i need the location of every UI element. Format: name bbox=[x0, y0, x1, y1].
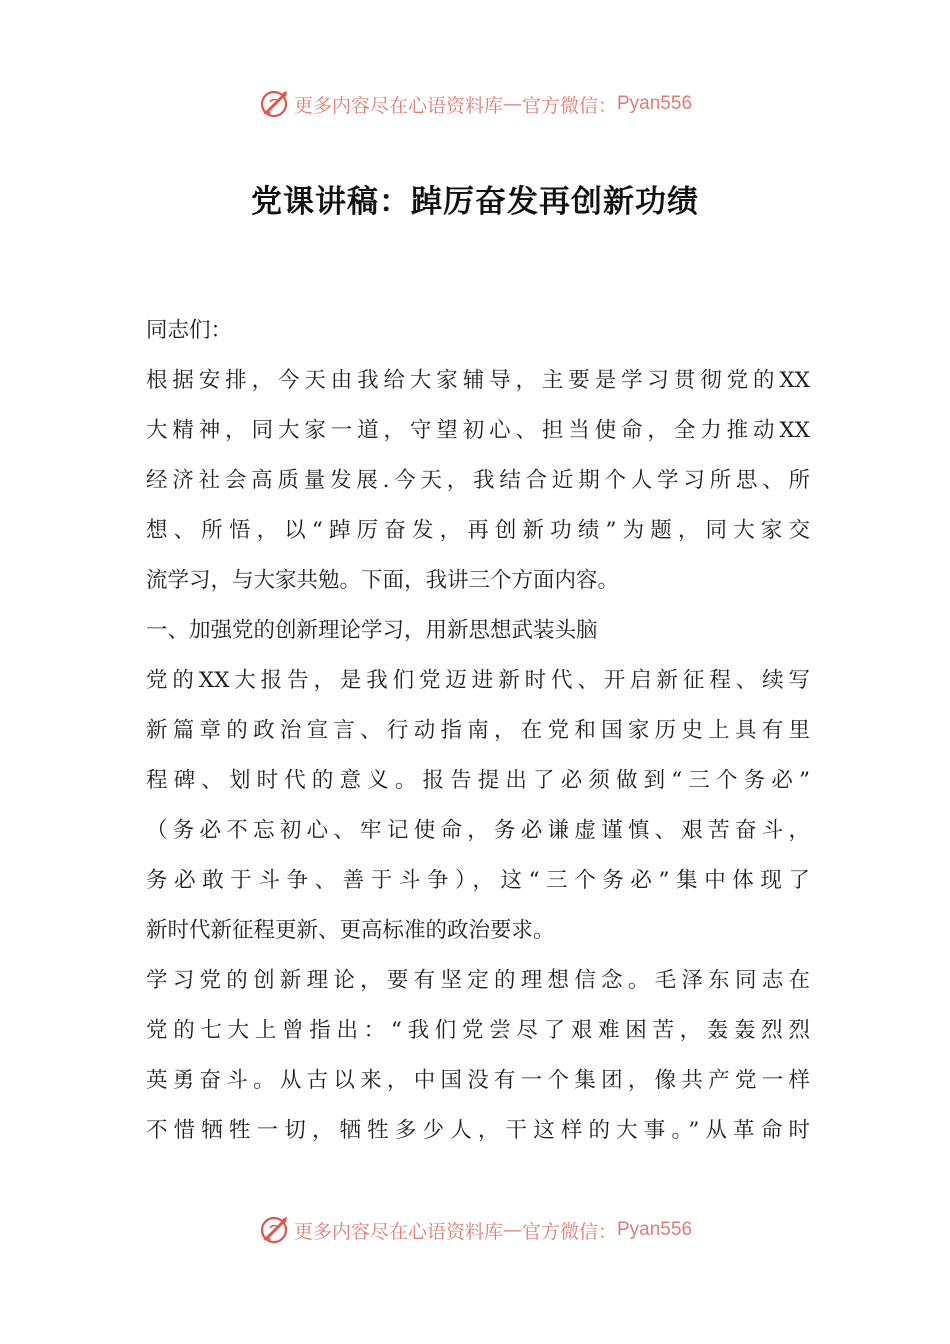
text-line: （务必不忘初心、牢记使命，务必谦虚谨慎、艰苦奋斗， bbox=[146, 818, 810, 843]
text-line: 大精神，同大家一道，守望初心、担当使命，全力推动XX bbox=[146, 418, 810, 443]
text-line: 务必敢于斗争、善于斗争），这“三个务必”集中体现了 bbox=[146, 868, 810, 893]
text-line: 同志们： bbox=[146, 318, 233, 343]
text-line: 新篇章的政治宣言、行动指南，在党和国家历史上具有里 bbox=[146, 718, 810, 743]
text-line: 党的XX大报告，是我们党迈进新时代、开启新征程、续写 bbox=[146, 668, 810, 693]
text-line: 不惜牺牲一切，牺牲多少人，干这样的大事。”从革命时 bbox=[146, 1118, 810, 1143]
text-line: 经济社会高质量发展.今天，我结合近期个人学习所思、所 bbox=[146, 468, 810, 493]
text-line: 程碑、划时代的意义。报告提出了必须做到“三个务必” bbox=[146, 768, 810, 793]
pen-logo-icon bbox=[258, 87, 292, 121]
watermark-handle: Pyan556 bbox=[617, 1219, 693, 1240]
watermark-handle: Pyan556 bbox=[617, 93, 693, 114]
text-line: 根据安排，今天由我给大家辅导，主要是学习贯彻党的XX bbox=[146, 368, 810, 393]
watermark-label: 官方微信： bbox=[521, 94, 617, 117]
watermark-footer bbox=[0, 1210, 950, 1250]
text-line: 学习党的创新理论，要有坚定的理想信念。毛泽东同志在 bbox=[146, 968, 810, 993]
document-body bbox=[146, 306, 810, 1156]
watermark-brand: 更多内容尽在心语资料库 bbox=[293, 1220, 503, 1243]
watermark-header bbox=[0, 84, 950, 124]
watermark-dash: — bbox=[502, 1219, 522, 1241]
watermark-label: 官方微信： bbox=[521, 1220, 617, 1243]
watermark-dash: — bbox=[502, 93, 522, 115]
watermark-brand: 更多内容尽在心语资料库 bbox=[293, 94, 503, 117]
text-line: 党的七大上曾指出：“我们党尝尽了艰难困苦，轰轰烈烈 bbox=[146, 1018, 810, 1043]
text-line: 新时代新征程更新、更高标准的政治要求。 bbox=[146, 918, 555, 943]
pen-logo-icon bbox=[258, 1213, 292, 1247]
document-title: 党课讲稿：踔厉奋发再创新功绩 bbox=[251, 184, 699, 220]
text-line: 英勇奋斗。从古以来，中国没有一个集团，像共产党一样 bbox=[146, 1068, 810, 1093]
text-line: 想、所悟，以“踔厉奋发，再创新功绩”为题，同大家交 bbox=[146, 518, 810, 543]
text-line: 一、加强党的创新理论学习，用新思想武装头脑 bbox=[146, 618, 598, 643]
text-line: 流学习，与大家共勉。下面，我讲三个方面内容。 bbox=[146, 568, 620, 593]
